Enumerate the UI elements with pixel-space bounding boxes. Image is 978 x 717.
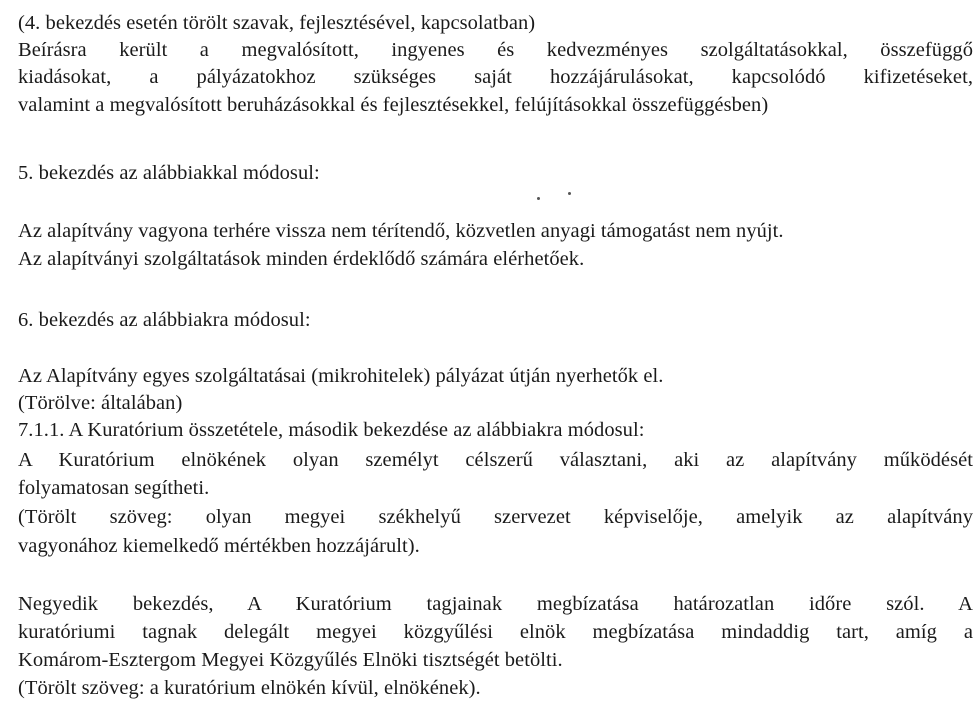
p2-heading: 5. bekezdés az alábbiakkal módosul: <box>18 162 320 184</box>
p3-line-2: (Törölve: általában) <box>18 392 183 414</box>
p4-line-2: kuratóriumi tagnak delegált megyei közgyűlési elnök megbízatása mindaddig tart, amíg a <box>18 621 973 643</box>
p4-line-1: Negyedik bekezdés, A Kuratórium tagjainak megbízatása határozatlan időre szól. A <box>18 593 973 615</box>
p1-line-3: kiadásokat, a pályázatokhoz szükséges saját hozzájárulásokat, kapcsolódó kifizetéseket, <box>18 66 973 88</box>
p2-line-1: Az alapítvány vagyona terhére vissza nem térítendő, közvetlen anyagi támogatást nem nyújt. <box>18 220 784 242</box>
p4-line-4: (Törölt szöveg: a kuratórium elnökén kívül, elnökének). <box>18 677 481 699</box>
p1-line-4: valamint a megvalósított beruházásokkal és fejlesztésekkel, felújításokkal összefüggésben) <box>18 94 769 116</box>
p3-line-3: 7.1.1. A Kuratórium összetétele, második bekezdése az alábbiakra módosul: <box>18 419 645 441</box>
p1-line-1: (4. bekezdés esetén törölt szavak, fejlesztésével, kapcsolatban) <box>18 12 536 34</box>
p3-line-4: A Kuratórium elnökének olyan személyt célszerű választani, aki az alapítvány működését <box>18 449 973 471</box>
p3-line-6: (Törölt szöveg: olyan megyei székhelyű szervezet képviselője, amelyik az alapítvány <box>18 506 973 528</box>
p3-line-5: folyamatosan segítheti. <box>18 477 210 499</box>
p3-line-7: vagyonához kiemelkedő mértékben hozzájárult). <box>18 535 420 557</box>
scanned-document-page <box>18 0 976 717</box>
p4-line-3: Komárom-Esztergom Megyei Közgyűlés Elnöki tisztségét betölti. <box>18 649 563 671</box>
scan-speck <box>568 192 571 195</box>
p3-heading: 6. bekezdés az alábbiakra módosul: <box>18 309 311 331</box>
p2-line-2: Az alapítványi szolgáltatások minden érdeklődő számára elérhetőek. <box>18 248 585 270</box>
scan-speck <box>537 197 540 200</box>
p1-line-2: Beírásra került a megvalósított, ingyenes és kedvezményes szolgáltatásokkal, összefüggő <box>18 39 973 61</box>
p3-line-1: Az Alapítvány egyes szolgáltatásai (mikrohitelek) pályázat útján nyerhetők el. <box>18 365 664 387</box>
